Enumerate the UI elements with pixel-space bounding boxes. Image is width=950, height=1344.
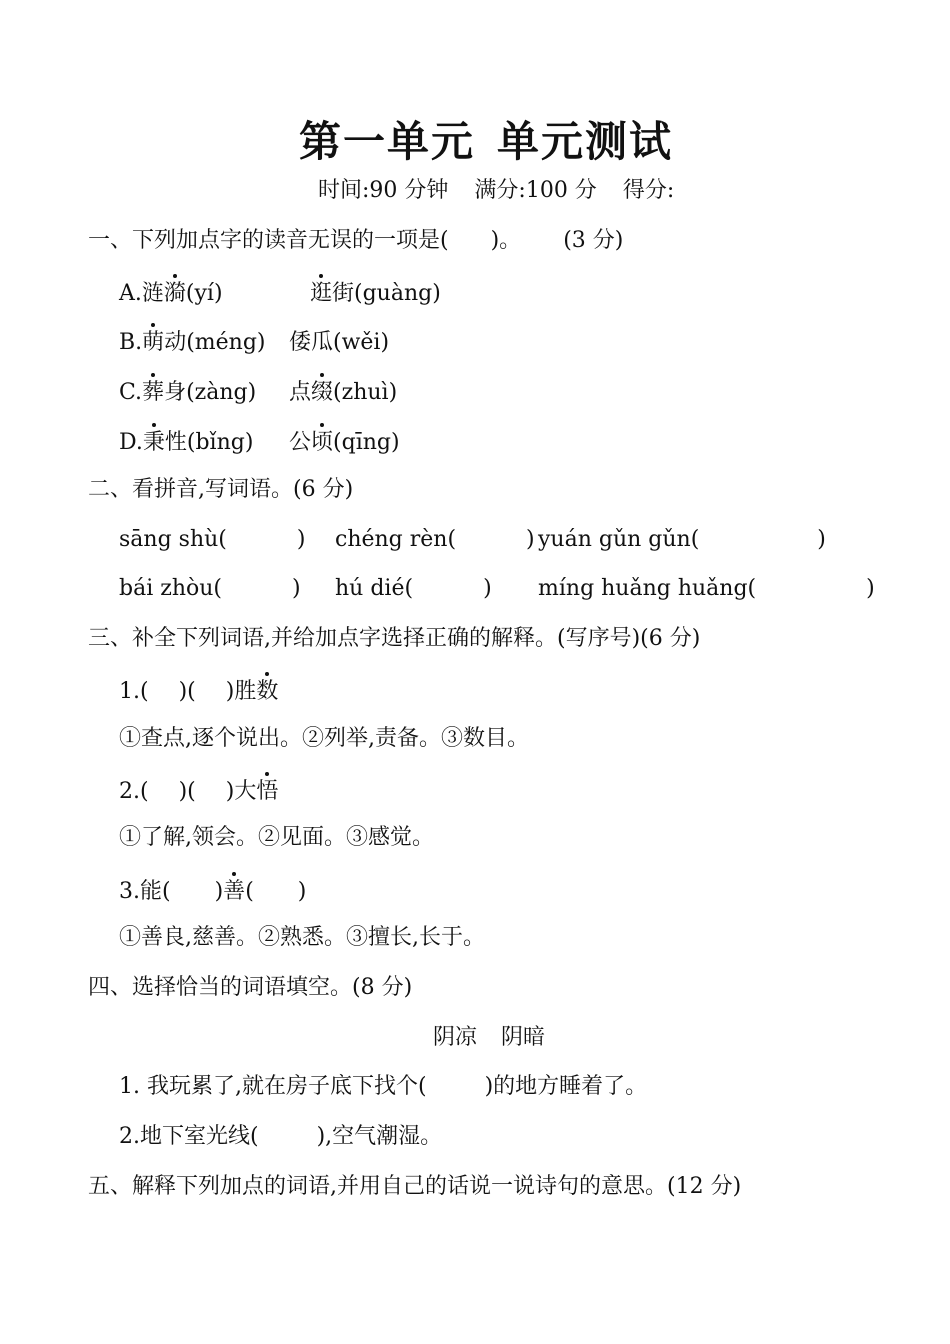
pinyin-item: bái zhòu( ) <box>119 576 301 601</box>
q3-heading: 三、补全下列词语,并给加点字选择正确的解释。(写序号)(6 分) <box>88 626 701 651</box>
q3-item-3: 3.能( )善( ) <box>119 879 307 904</box>
full-score-info: 满分:100 分 <box>474 178 597 203</box>
q4-sentence-1: 1. 我玩累了,就在房子底下找个( )的地方睡着了。 <box>119 1074 648 1099</box>
exam-info <box>318 180 674 202</box>
q3-item-2-options: ①了解,领会。②见面。③感觉。 <box>119 825 434 850</box>
q1-option-a-word2: 逛街(guàng) <box>310 281 441 306</box>
time-info: 时间:90 分钟 <box>318 178 449 203</box>
q1-option-b-word2: 倭瓜(wěi) <box>289 330 390 355</box>
q1-option-c-word2: 点缀(zhuì) <box>289 380 398 405</box>
q4-sentence-2: 2.地下室光线( ),空气潮湿。 <box>119 1124 443 1149</box>
pinyin-item: chéng rèn( ) <box>335 527 535 552</box>
q1-option-c: C.葬身(zàng) <box>119 380 257 405</box>
page-title: 第一单元 单元测试 <box>299 117 674 166</box>
q1-heading: 一、下列加点字的读音无误的一项是( )。 (3 分) <box>88 228 624 253</box>
word-bank: 阴凉 阴暗 <box>433 1025 546 1050</box>
pinyin-item: sāng shù( ) <box>119 527 306 552</box>
q1-option-d-word2: 公顷(qīng) <box>289 430 400 455</box>
q5-heading: 五、解释下列加点的词语,并用自己的话说一说诗句的意思。(12 分) <box>88 1174 742 1199</box>
q3-item-2: 2.( )( )大悟 <box>119 779 279 804</box>
q1-option-a: A.涟漪(yí) <box>119 281 223 306</box>
score-info: 得分: <box>622 178 675 203</box>
pinyin-item: yuán gǔn gǔn( ) <box>538 527 826 552</box>
q1-points: (3 分) <box>563 228 624 253</box>
q3-item-3-options: ①善良,慈善。②熟悉。③擅长,长于。 <box>119 925 485 950</box>
q3-item-1-options: ①查点,逐个说出。②列举,责备。③数目。 <box>119 726 529 751</box>
q3-item-1: 1.( )( )胜数 <box>119 679 279 704</box>
pinyin-item: hú dié( ) <box>335 576 492 601</box>
q4-heading: 四、选择恰当的词语填空。(8 分) <box>88 975 413 1000</box>
q2-heading: 二、看拼音,写词语。(6 分) <box>88 477 354 502</box>
pinyin-item: míng huǎng huǎng( ) <box>538 576 875 601</box>
q1-option-b: B.萌动(méng) <box>119 330 266 355</box>
q1-option-d: D.秉性(bǐng) <box>119 430 254 455</box>
